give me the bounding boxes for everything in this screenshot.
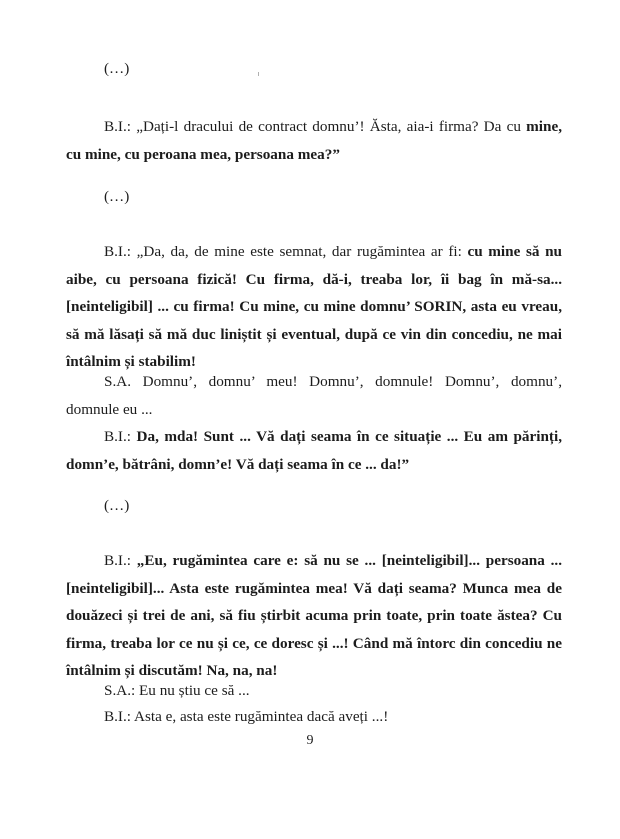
omission-marker: (…)	[104, 497, 130, 514]
paragraph-bi-3	[66, 423, 562, 478]
paragraph-text: Asta e, asta este rugămintea dacă aveți ...!	[131, 708, 389, 725]
paragraph-bi-2	[66, 238, 562, 376]
speaker-label: B.I.:	[104, 552, 132, 569]
speaker-label: S.A.	[104, 373, 132, 390]
paragraph-bold-text: Da, mda! Sunt ... Vă dați seama în ce situație ... Eu am părinți, domn’e, bătrâni, domn’e! Vă dați seama în ce ... da!”	[66, 428, 562, 473]
paragraph-sa-1	[66, 368, 562, 423]
omission-marker: (…)	[104, 188, 130, 205]
paragraph-text: Domnu’, domnu’ meu! Domnu’, domnule! Domnu’, domnu’, domnule eu ...	[66, 373, 562, 418]
speaker-label: B.I.:	[104, 708, 132, 725]
paragraph-bold-text: mine, cu mine, cu peroana mea, persoana mea?”	[66, 118, 562, 163]
paragraph-sa-2	[66, 677, 562, 705]
speaker-label: S.A.:	[104, 682, 136, 699]
page-number: 9	[306, 733, 314, 748]
scan-mark	[258, 72, 259, 76]
paragraph-bold-text: cu mine să nu aibe, cu persoana fizică! Cu firma, dă-i, treaba lor, îi bag în mă-sa... [neinteligibil] ... cu firma! Cu mine, cu mine domnu’ SORIN, asta eu vreau, să mă lăsați să mă duc liniștit și eventual, după ce vin din concediu, ne mai întâlnim și stabilim!	[66, 243, 562, 370]
paragraph-bi-1	[66, 113, 562, 168]
paragraph-text: Eu nu știu ce să ...	[135, 682, 250, 699]
omission-marker: (…)	[104, 60, 130, 77]
speaker-label: B.I.:	[104, 118, 132, 135]
speaker-label: B.I.:	[104, 428, 132, 445]
paragraph-text: „Da, da, de mine este semnat, dar rugămintea ar fi:	[131, 243, 468, 260]
paragraph-bold-text: „Eu, rugămintea care e: să nu se ... [neinteligibil]... persoana ... [neinteligibil]... Asta este rugămintea mea! Vă dați seama? Munca mea de douăzeci și trei de ani, să fiu știrbit acuma prin toate, prin toate ăstea? Cu firma, treaba lor ce nu și ce, ce doresc și ...! Când mă întorc din concediu ne întâlnim și discutăm! Na, na, na!	[66, 552, 562, 679]
paragraph-text: „Dați-l dracului de contract domnu’! Ăsta, aia-i firma? Da cu	[131, 118, 527, 135]
speaker-label: B.I.:	[104, 243, 132, 260]
paragraph-bi-4	[66, 547, 562, 685]
paragraph-bi-5	[66, 703, 562, 731]
